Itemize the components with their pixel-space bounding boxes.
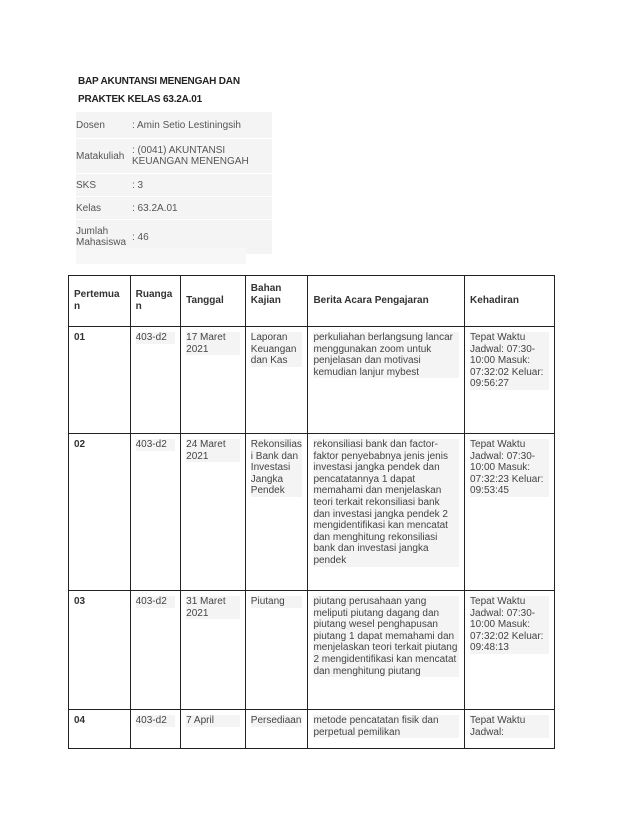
- header-tanggal: Tanggal: [181, 276, 246, 327]
- cell-tanggal: [181, 327, 246, 434]
- cell-berita: [308, 434, 465, 591]
- cell-kehadiran-text: Tepat Waktu Jadwal: 07:30-10:00 Masuk: 07:32:23 Keluar: 09:53:45: [470, 439, 549, 497]
- cell-bahan-text: Piutang: [251, 596, 303, 608]
- cell-tanggal-text: 17 Maret 2021: [186, 332, 240, 355]
- cell-tanggal: [181, 591, 246, 710]
- info-row-dosen: [76, 112, 272, 138]
- info-label: Jumlah Mahasiswa: [76, 226, 127, 248]
- cell-ruangan: [130, 327, 181, 434]
- cell-ruangan: [130, 591, 181, 710]
- cell-pertemuan: 01: [69, 327, 131, 434]
- cell-ruangan-text: 403-d2: [136, 439, 176, 451]
- header-pertemuan: Pertemuan: [69, 276, 131, 327]
- cell-kehadiran: [465, 710, 555, 749]
- cell-bahan: [245, 710, 308, 749]
- header-bahan-kajian: Bahan Kajian: [245, 276, 308, 327]
- cell-berita-text: piutang perusahaan yang meliputi piutang dagang dan piutang wesel penghapusan piutang 1 dapat memahami dan menjelaskan teori terkait piutang 2 mengidentifikasi kan mencatat dan menghitung piutang: [313, 596, 458, 677]
- cell-berita: [308, 327, 465, 434]
- info-spacer: [76, 248, 246, 264]
- cell-bahan-text: Laporan Keuangan dan Kas: [251, 332, 303, 367]
- table-header-row: [69, 276, 555, 327]
- bap-table: [68, 275, 555, 749]
- info-value: : 46: [132, 231, 149, 243]
- cell-tanggal: [181, 434, 246, 591]
- header-kehadiran: Kehadiran: [465, 276, 555, 327]
- info-row-sks: [76, 174, 272, 196]
- info-label: Matakuliah: [76, 150, 125, 162]
- cell-berita-text: rekonsiliasi bank dan factor-faktor penyebabnya jenis jenis investasi jangka pendek dan pencatatannya 1 dapat memahami dan menjelaskan teori terkait rekonsiliasi bank dan investasi jangka pendek 2 mengidentifikasi kan mencatat dan menghitung rekonsiliasi bank dan investasi jangka pendek: [313, 439, 459, 567]
- cell-kehadiran-text: Tepat Waktu Jadwal:: [470, 715, 549, 738]
- header-berita-acara: Berita Acara Pengajaran: [308, 276, 465, 327]
- cell-berita: [308, 710, 465, 749]
- info-row-kelas: [76, 197, 272, 219]
- info-label: SKS: [76, 179, 97, 191]
- header-ruangan: Ruangan: [130, 276, 181, 327]
- cell-kehadiran-text: Tepat Waktu Jadwal: 07:30-10:00 Masuk: 07:32:02 Keluar: 09:56:27: [470, 332, 549, 390]
- table-row: [69, 434, 555, 591]
- info-label: Kelas: [76, 202, 102, 214]
- cell-tanggal-text: 7 April: [186, 715, 240, 727]
- info-value: : Amin Setio Lestiningsih: [132, 119, 241, 131]
- cell-bahan: [245, 434, 308, 591]
- cell-kehadiran: [465, 591, 555, 710]
- table-row: [69, 591, 555, 710]
- cell-tanggal-text: 24 Maret 2021: [186, 439, 240, 462]
- course-info: [76, 112, 272, 255]
- info-value: : 63.2A.01: [132, 202, 178, 214]
- cell-ruangan-text: 403-d2: [136, 715, 176, 727]
- info-row-matakuliah: [76, 139, 272, 173]
- cell-kehadiran-text: Tepat Waktu Jadwal: 07:30-10:00 Masuk: 07:32:02 Keluar: 09:48:13: [470, 596, 549, 654]
- cell-ruangan-text: 403-d2: [136, 596, 176, 608]
- cell-kehadiran: [465, 434, 555, 591]
- cell-bahan: [245, 327, 308, 434]
- document-title-line2: PRAKTEK KELAS 63.2A.01: [78, 94, 202, 105]
- info-value: : 3: [132, 179, 144, 191]
- cell-tanggal: [181, 710, 246, 749]
- cell-pertemuan: 04: [69, 710, 131, 749]
- info-label: Dosen: [76, 119, 105, 131]
- cell-bahan-text: Persediaan: [250, 715, 302, 726]
- table-row: [69, 327, 555, 434]
- cell-ruangan: [130, 710, 181, 749]
- cell-berita-text: metode pencatatan fisik dan perpetual pemilikan: [313, 715, 459, 738]
- cell-tanggal-text: 31 Maret 2021: [186, 596, 240, 619]
- cell-kehadiran: [465, 327, 555, 434]
- cell-pertemuan: 02: [69, 434, 131, 591]
- cell-berita-text: perkuliahan berlangsung lancar menggunakan zoom untuk penjelasan dan motivasi kemudian lanjur mybest: [313, 332, 459, 378]
- cell-ruangan: [130, 434, 181, 591]
- table-row: [69, 710, 555, 749]
- cell-bahan: [245, 591, 308, 710]
- cell-pertemuan: 03: [69, 591, 131, 710]
- info-value: : (0041) AKUNTANSI KEUANGAN MENENGAH: [132, 145, 249, 167]
- cell-bahan-text: Rekonsilias i Bank dan Investasi Jangka Pendek: [250, 439, 302, 497]
- cell-berita: [308, 591, 465, 710]
- cell-ruangan-text: 403-d2: [136, 332, 176, 344]
- document-title-line1: BAP AKUNTANSI MENENGAH DAN: [78, 76, 240, 87]
